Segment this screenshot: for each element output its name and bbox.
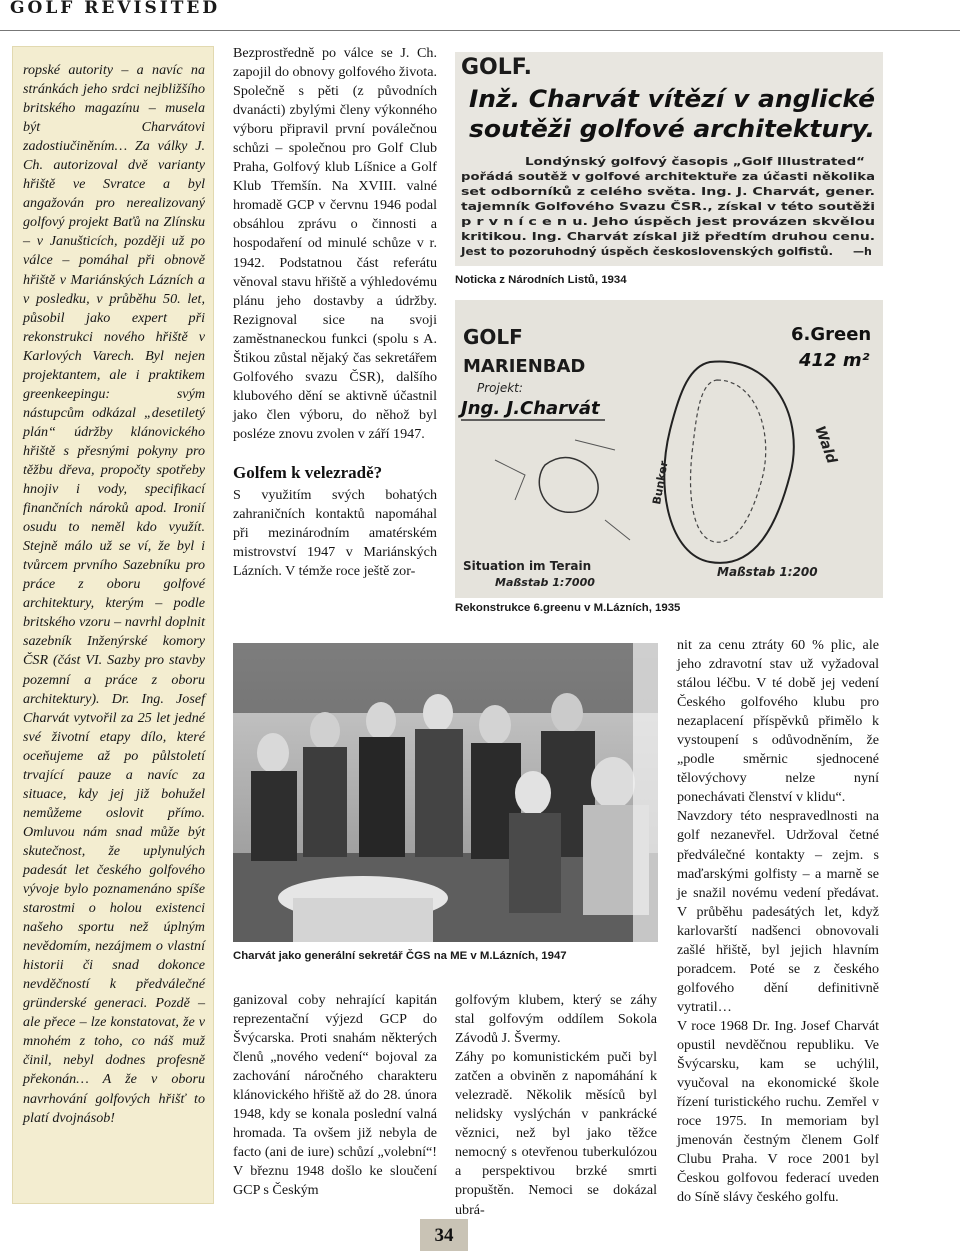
column-bottom-left [233,991,437,1201]
plan-project-name: Jng. J.Charvát [461,398,600,419]
figure-caption: Noticka z Národních Listů, 1934 [455,274,627,286]
clipping-body-line: pořádá soutěž v golfové architektuře za účasti několika [461,170,875,183]
paragraph: Záhy po komunistickém puči byl zatčen a obviněn z napomáhání k velezradě. Několik měsíců byl nelidsky vyslýchán v pankrácké věznici, než byl jako těžce nemocný s otevřenou tuberkulózou a perspektivou brzké smrti propuštěn. Nemoci se dokázal ubrá- [455,1049,657,1218]
paragraph: ganizoval coby nehrající kapitán reprezentační výjezd GCP do Švýcarska. Proti snahám některých členů „nového vedení“ bojoval za zachování náročného charakteru klánovického hřiště až do 28. února 1948, kdy se konala poslední valná hromada. Ta ovšem již nebyla de facto (ani de iure) schůzí „volební“! V březnu 1948 došlo ke sloučení GCP s Českým [233,992,437,1199]
paragraph: golfovým klubem, který se záhy stal golfovým oddílem Sokola Závodů J. Švermy. [455,992,657,1047]
newspaper-clipping-art [455,52,883,266]
course-plan-art [455,300,883,598]
paragraph: Bezprostředně po válce se J. Ch. zapojil do obnovy golfového života. Společně s pěti (z původních dvanácti) zbylými členy výkonného výboru připravil první poválečnou schůzi – společnou pro Golf Club Praha, Golfový klub Líšnice a Golf Klub Třemšín. Na XVIII. valné hromadě GCP v červnu 1946 podal obsáhlou zprávu o činnosti a hospodaření od minulé schůze v r. 1942. Podstatnou část referátu věnoval stavu hřiště a výhledovému plánu jeho dostavby a údržby. Rezignoval sice na svoji zaměstnaneckou funkci (spolu s A. Štikou zůstal nějaký čas sekretářem Golfového svazu ČSR), dalšího klubového dění se aktivně účastnil jako člen výboru, do něhož byl posléze znovu zvolen v září 1947. [233,45,437,442]
clipping-body-line: Londýnský golfový časopis „Golf Illustrated“ [525,155,865,168]
plan-bunker-label: Bunker [650,459,671,506]
plan-project-label: Projekt: [477,381,523,395]
plan-title-marienbad: MARIENBAD [463,356,586,377]
clipping-signature: —h [853,245,872,258]
paragraph: S využitím svých bohatých zahraničních kontaktů napomáhal při mezinárodním amatérském mistrovství 1947 v Mariánských Lázních. V témže roce ještě zor- [233,486,437,580]
sidebar-box [12,46,214,1204]
clipping-body-line: p r v n í c e n u. Jeho úspěch jest provázen skvělou [461,215,875,228]
page-header [0,0,960,22]
paragraph: nit za cenu ztráty 60 % plic, ale jeho zdravotní stav už vyžadoval stálou léčbu. V té době jej vedení Českého golfového klubu pro nezaplacení příspěvků přimělo k vystoupení s odůvodněním, že „podle směrnic sjednocené tělovýchovy nelze nyní ponechávati členství v klidu“. [677,637,879,806]
clipping-body-line: Jest to pozoruhodný úspěch československých golfistů. [459,245,833,258]
page-number-box [420,1219,468,1251]
plan-wald-label: Wald [811,423,840,466]
plan-distance: 412 m² [799,350,870,371]
figure-caption: Rekonstrukce 6.greenu v M.Lázních, 1935 [455,602,681,614]
group-photo-art [233,643,658,942]
header-divider [0,30,960,31]
plan-scale-2: Maßstab 1:200 [717,565,818,579]
paragraph: Navzdory této nespravedlnosti na golf nezanevřel. Udržoval četné předválečné kontakty – zejm. s maďarskými golfisty – a marně se je snažil novému vedení předávat. V průběhu padesátých let, když karlovarští nadšenci obnovovali zašlé hřiště, byl jejich hlavním poradcem. Poté se z českého golfového dění definitivně vytratil… [677,808,879,1015]
clipping-headline-1: Inž. Charvát vítězí v anglické [469,85,875,113]
clipping-body-line: tajemník Golfového Svazu ČSR., získal v této soutěži [461,200,875,213]
section-title: GOLF REVISITED [10,0,221,18]
column-middle [233,44,437,581]
course-plan-drawing [455,300,883,598]
figure-caption: Charvát jako generální sekretář ČGS na ME v M.Lázních, 1947 [233,950,567,962]
section-heading: Golfem k velezradě? [233,462,383,482]
plan-scale-1: Maßstab 1:7000 [495,576,595,589]
plan-title-golf: GOLF [463,325,523,349]
plan-green-label: 6.Green [791,324,872,345]
column-bottom-middle [455,991,657,1220]
group-photo [233,643,658,942]
newspaper-clipping [455,52,883,266]
clipping-body-line: kritikou. Ing. Charvát získal již předtím druhou cenu. [461,230,875,243]
clipping-headline-2: soutěži golfové architektury. [469,115,875,143]
page-number: 34 [434,1225,454,1246]
sidebar-text: ropské autority – a navíc na stránkách jeho srdci nejbližšího britského magazínu – musela být Charvátovi zadostiučiněním… Za války J. Ch. autorizoval dvě varianty hřiště ve Svratce a byl angažován pro nerealizovaný golfový projekt Baťů na Zlínsku – v Janušticích, později už po válce – pomáhal při obnově hřiště v Mariánských Lázních a v posledku, v průběhu 50. let, působil jako expert při rekonstrukci nového hřiště v Karlových Varech. Byl nejen projektantem, ale i praktikem greenkeepingu: svým nástupcům odkázal „desetiletý plán“ údržby klánovického hřiště s přesnými pokyny pro těžbu dřeva, propočty spotřeby hnojiv i vody, specifikací finančních nároků apod. Ironií osudu to neměl kdo využít. Stejně málo už se ví, že byl i tvůrcem prvního Sazebníku pro práce z oboru golfové architektury, kterým – podle britského vzoru – navrhl doplnit sazebník Inženýrské komory ČSR (část VI. Sazby pro stavby pozemní a práce z oboru architektury). Dr. Ing. Josef Charvát vytvořil za 25 let jedné své životní etapy dílo, které oceňujeme až po půlstoletí trvající pauze a navíc za situace, kdy jej již bohužel nemůžeme oslovit přímo. Omluvou nám snad může být skutečnost, že uplynulých padesát let českého golfového vývoje bylo poznamenáno spíše starostmi o holou existenci našeho sportu než úplným nevědomím, nezájmem o vlastní historii či snad dokonce nevděčností k předválečné gründerské generaci. Pozdě – ale přece – lze konstatovat, že v mnohém z toho, co náš muž činil, nebyl dodnes profesně překonán… A že v oboru navrhování golfových hřišť to platí dvojnásob! [23,62,205,1126]
plan-situation-label: Situation im Terain [463,559,592,573]
column-right [677,636,879,1207]
clipping-body-line: set odborníků z celého světa. Ing. J. Charvát, gener. [461,185,875,198]
clipping-label: GOLF. [461,55,532,80]
paragraph: V roce 1968 Dr. Ing. Josef Charvát opustil nevděčnou republiku. Ve Švýcarsku, kam se uchýlil, vyučoval na ekonomické škole řízení turistického ruchu. Zemřel v roce 1975. In memoriam byl jmenován čestným členem Golf Clubu Praha. V roce 2001 byl Českou golfovou federací uveden do Síně slávy českého golfu. [677,1017,879,1206]
